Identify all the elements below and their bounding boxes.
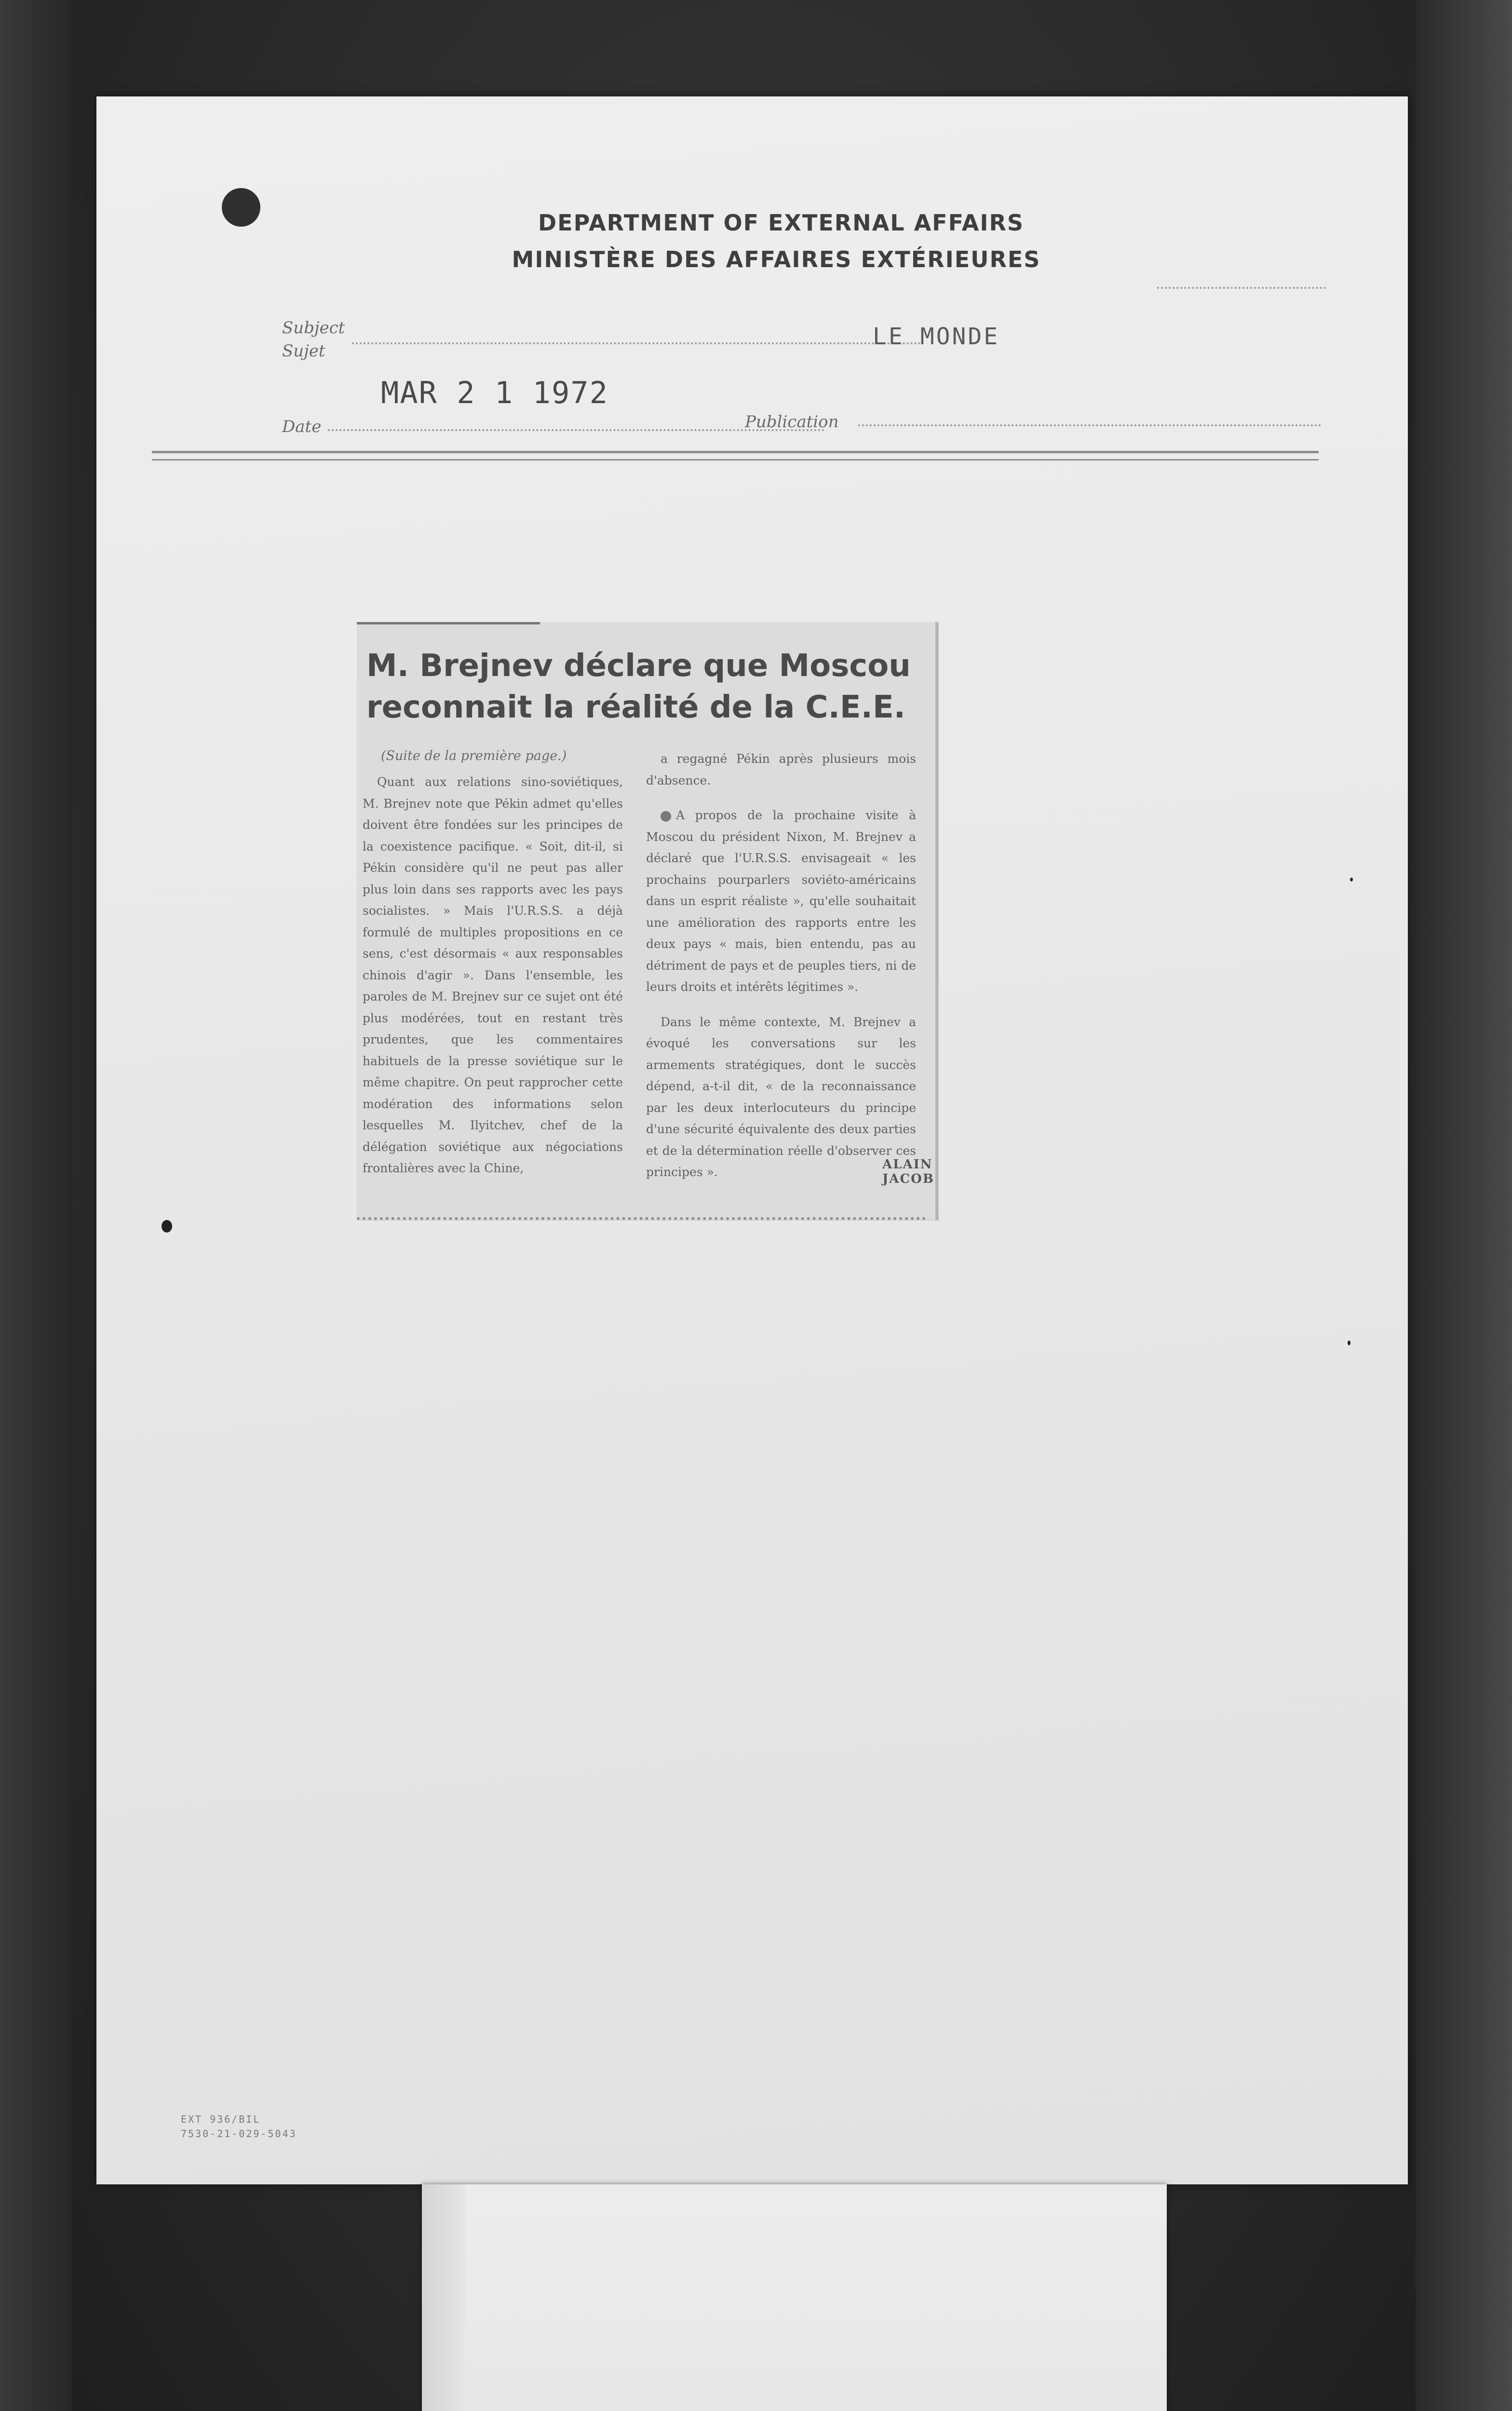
dust-speck: [1350, 878, 1353, 881]
sujet-label: Sujet: [282, 341, 325, 361]
bullet-icon: [661, 811, 671, 822]
author-signature: ALAIN JACOB: [882, 1157, 934, 1186]
right-paragraph-2-text: A propos de la prochaine visite à Moscou du président Nixon, M. Brejnev a déclaré que l'U.R.S.S. envisageait « les prochains pourparlers soviéto-américains dans un esprit réaliste », qu'elle souhaitait une amélioration des rapports entre les deux pays « mais, bien entendu, pas au détriment de pays et de peuples tiers, ni de leurs droits et intérêts légitimes ».: [646, 808, 916, 994]
dust-speck: [1348, 1341, 1350, 1345]
form-code-line-2: 7530-21-029-5043: [181, 2128, 297, 2140]
clipping-column-right: [646, 748, 916, 1183]
date-stamp: MAR 2 1 1972: [381, 375, 608, 410]
subject-line: [352, 342, 921, 344]
subject-label: Subject: [282, 318, 345, 338]
department-name-fr: MINISTÈRE DES AFFAIRES EXTÉRIEURES: [512, 246, 1041, 272]
form-code: [181, 2112, 297, 2141]
clipping-bottom-edge: [357, 1217, 926, 1220]
date-label: Date: [282, 417, 322, 436]
newspaper-clipping: [357, 622, 938, 1220]
header-rule-bottom: [152, 459, 1319, 461]
continued-note: (Suite de la première page.): [381, 748, 567, 763]
clipping-headline: M. Brejnev déclare que Moscou reconnait la réalité de la C.E.E.: [366, 648, 911, 725]
ink-speck: [162, 1220, 172, 1233]
document-sheet: [96, 96, 1408, 2184]
publication-stamp: LE MONDE: [873, 323, 1000, 350]
film-edge-left: [0, 0, 72, 2411]
department-name-en: DEPARTMENT OF EXTERNAL AFFAIRS: [538, 210, 1025, 236]
right-paragraph-1: a regagné Pékin après plusieurs mois d'absence.: [646, 752, 916, 787]
clipping-column-left: [363, 772, 623, 1179]
slip-shadow: [422, 2184, 465, 2411]
right-paragraph-2: [646, 805, 916, 998]
film-edge-right: [1416, 0, 1512, 2411]
right-paragraph-3: Dans le même contexte, M. Brejnev a évoqué les conversations sur les armements stratégiques, dont le succès dépend, a-t-il dit, « de la reconnaissance par les deux interlocuteurs du principe d'une sécurité équivalente des deux parties et de la détermination réelle d'observer ces principes ».: [646, 1015, 916, 1179]
publication-label: Publication: [745, 412, 839, 432]
left-column-text: Quant aux relations sino-soviétiques, M. Brejnev note que Pékin admet qu'elles doivent être fondées sur les principes de la coexistence pacifique. « Soit, dit-il, si Pékin considère qu'il ne peut pas aller plus loin dans ses rapports avec les pays socialistes. » Mais l'U.R.S.S. a déjà formulé de multiples propositions en ce sens, c'est désormais « aux responsables chinois d'agir ». Dans l'ensemble, les paroles de M. Brejnev sur ce sujet ont été plus modérées, tout en restant très prudentes, que les commentaires habituels de la presse soviétique sur le même chapitre. On peut rapprocher cette modération des informations selon lesquelles M. Ilyitchev, chef de la délégation soviétique aux négociations frontalières avec la Chine,: [363, 775, 623, 1175]
header-rule-top: [152, 451, 1319, 453]
bottom-slip: [422, 2184, 1167, 2411]
publication-line: [858, 424, 1321, 426]
reference-line: [1157, 287, 1326, 289]
clipping-top-rule: [357, 622, 540, 624]
letterhead: [96, 210, 1408, 272]
form-code-line-1: EXT 936/BIL: [181, 2113, 261, 2125]
